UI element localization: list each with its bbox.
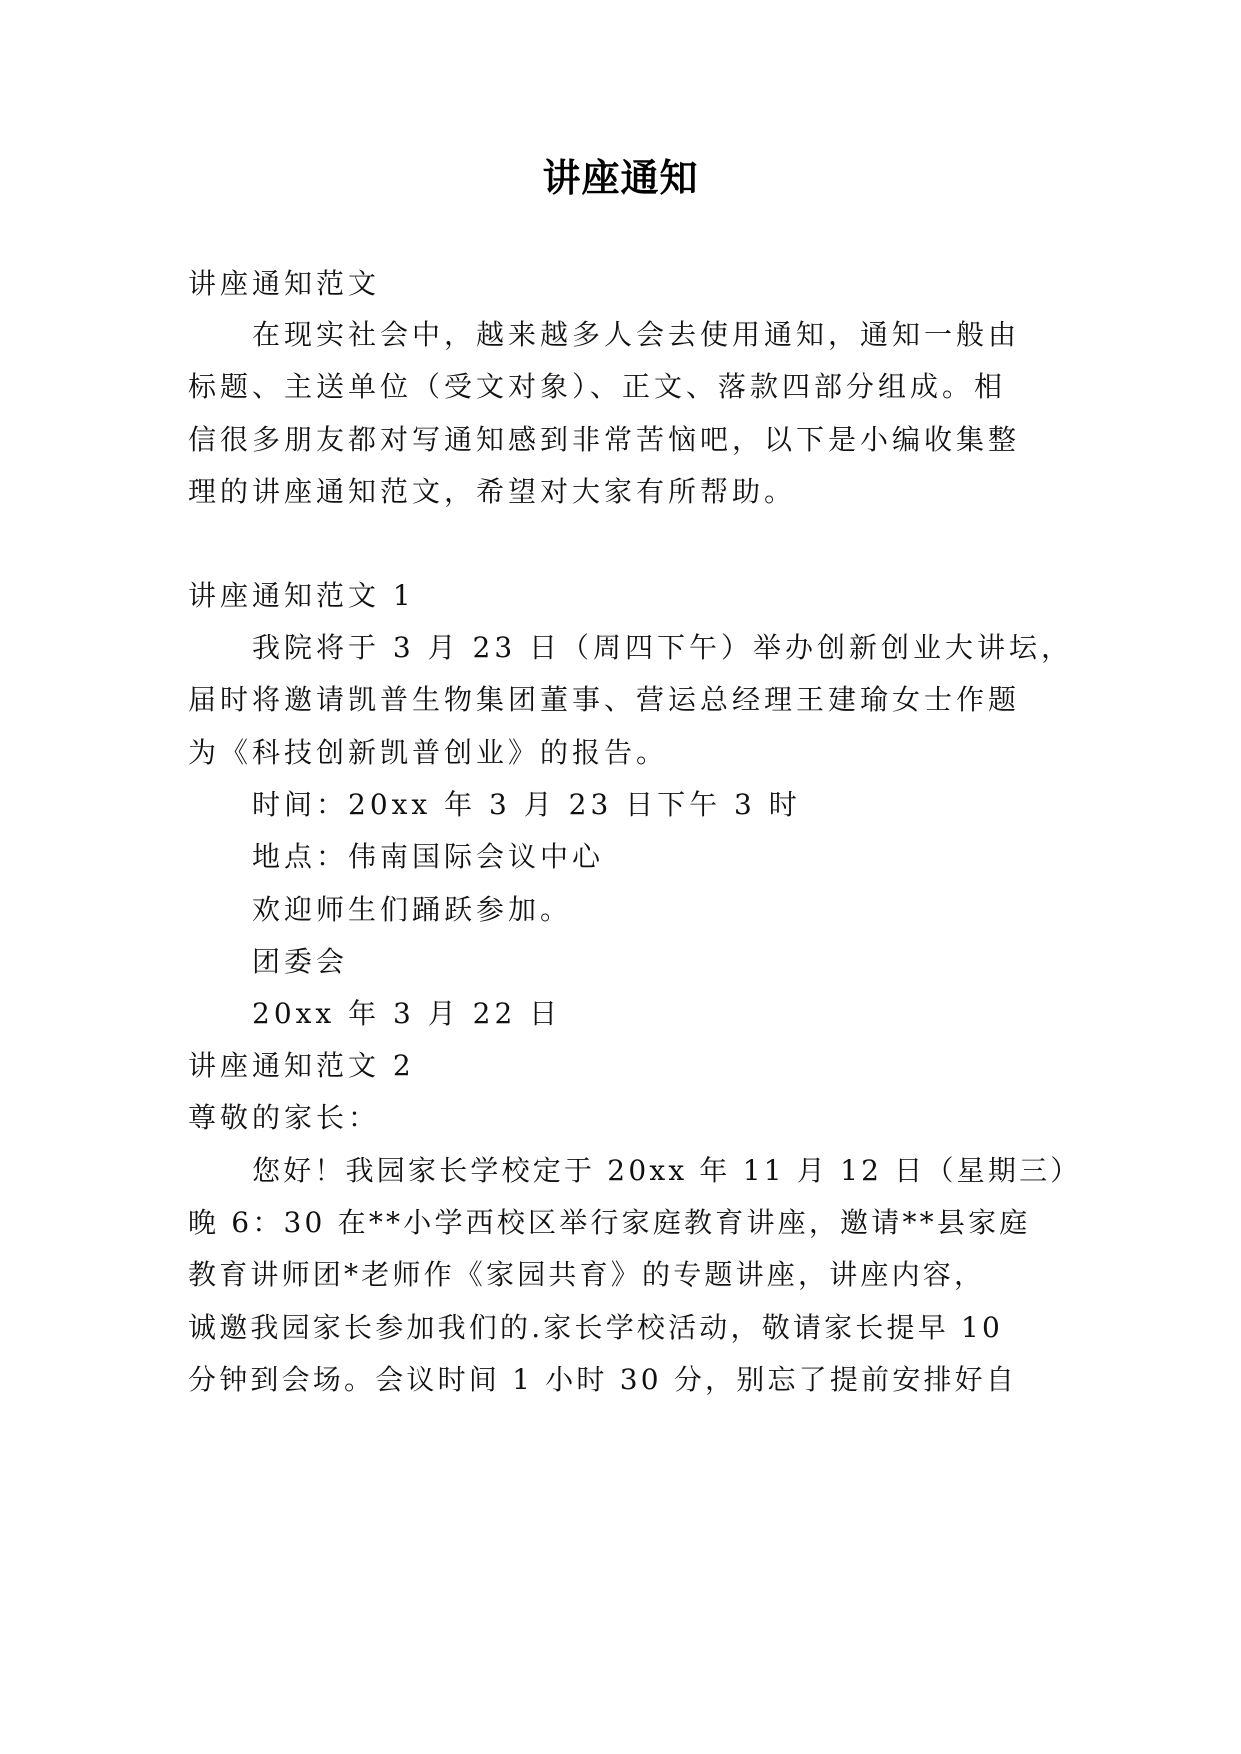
paragraph-line: 届时将邀请凯普生物集团董事、营运总经理王建瑜女士作题 <box>188 683 1021 716</box>
paragraph-line: 在现实社会中，越来越多人会去使用通知，通知一般由 <box>252 318 1021 351</box>
paragraph-line: 标题、主送单位（受文对象）、正文、落款四部分组成。相 <box>188 370 1007 403</box>
signature-date: 20xx 年 3 月 22 日 <box>252 997 562 1030</box>
signature-org: 团委会 <box>252 945 349 978</box>
paragraph-line: 为《科技创新凯普创业》的报告。 <box>188 736 669 769</box>
document-title: 讲座通知 <box>542 156 699 200</box>
paragraph-line: 晚 6：30 在**小学西校区举行家庭教育讲座，邀请**县家庭 <box>188 1206 1031 1239</box>
section-heading-sample-1: 讲座通知范文 1 <box>188 579 415 612</box>
paragraph-line: 诚邀我园家长参加我们的.家长学校活动，敬请家长提早 10 <box>188 1311 1004 1344</box>
paragraph-line: 理的讲座通知范文，希望对大家有所帮助。 <box>188 475 797 508</box>
section-heading-sample-2: 讲座通知范文 2 <box>188 1049 415 1082</box>
paragraph-line: 教育讲师团*老师作《家园共育》的专题讲座，讲座内容， <box>188 1258 986 1291</box>
paragraph-line: 分钟到会场。会议时间 1 小时 30 分，别忘了提前安排好自 <box>188 1363 1018 1396</box>
paragraph-line: 您好！我园家长学校定于 20xx 年 11 月 12 日（星期三） <box>252 1154 1082 1187</box>
paragraph-line: 我院将于 3 月 23 日（周四下午）举办创新创业大讲坛， <box>252 631 1074 664</box>
location-line: 地点：伟南国际会议中心 <box>252 840 605 873</box>
section-heading-intro: 讲座通知范文 <box>188 267 381 300</box>
time-line: 时间：20xx 年 3 月 23 日下午 3 时 <box>252 788 801 821</box>
welcome-line: 欢迎师生们踊跃参加。 <box>252 893 573 926</box>
salutation-line: 尊敬的家长： <box>188 1101 381 1134</box>
paragraph-line: 信很多朋友都对写通知感到非常苦恼吧，以下是小编收集整 <box>188 423 1021 456</box>
